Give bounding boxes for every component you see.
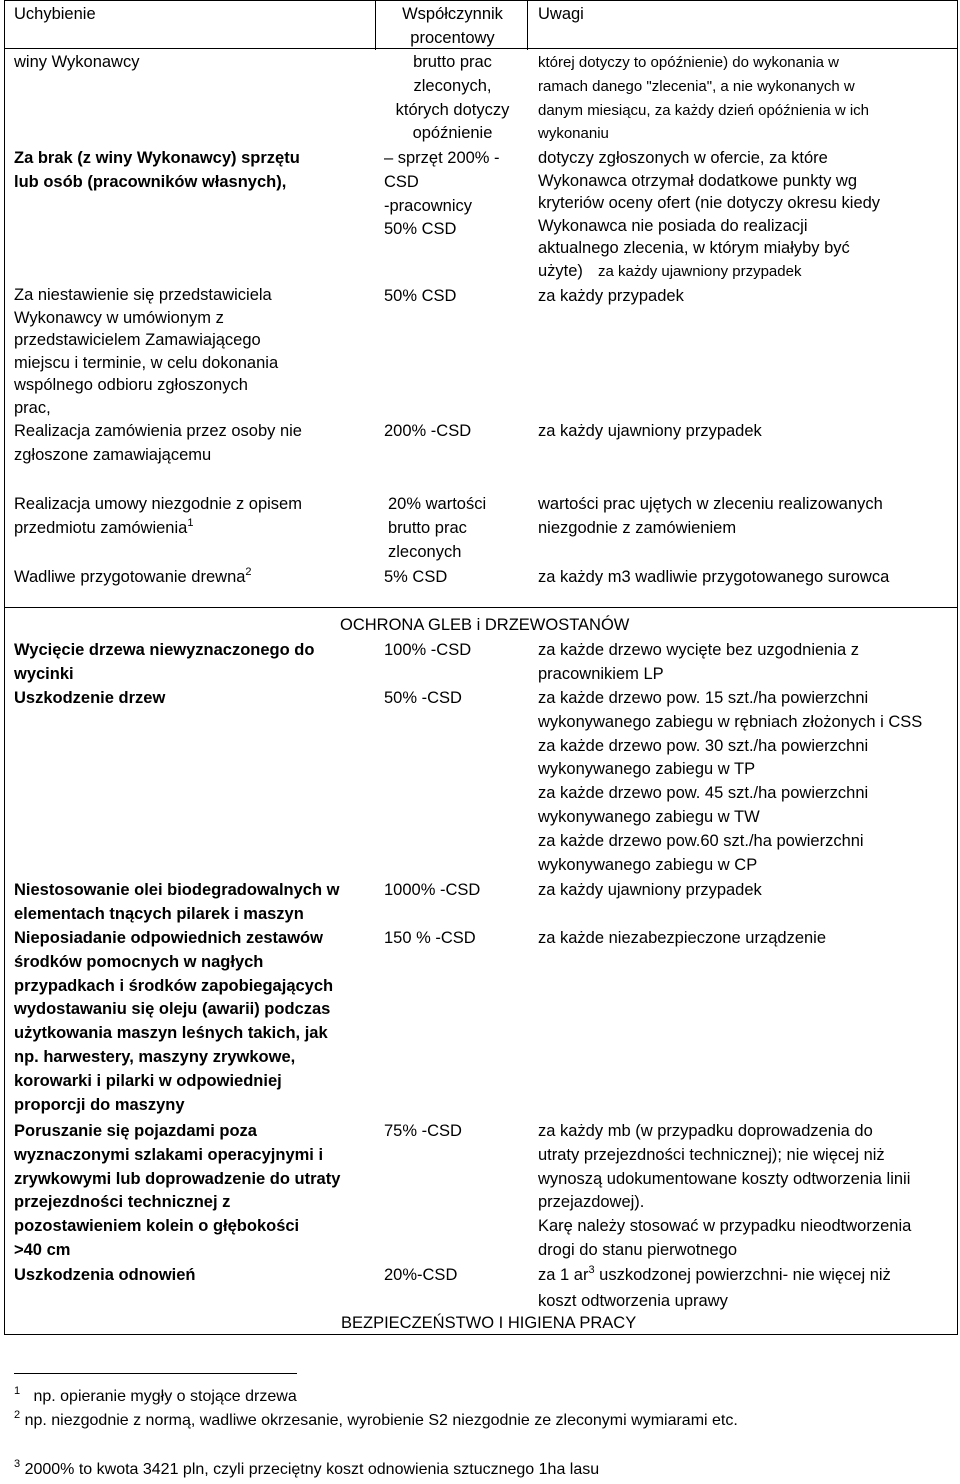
table-row-c1: Za brak (z winy Wykonawcy) sprzętu lub osób (pracowników własnych), xyxy=(14,149,300,191)
footnote-3: $^3$ 2000% to kwota 3421 pln, czyli przeciętny koszt odnowienia sztucznego 1ha lasu xyxy=(14,1458,600,1478)
table-row-c1: Wycięcie drzewa niewyznaczonego do wycinki xyxy=(14,641,315,683)
table-row-c3: za każde niezabezpieczone urządzenie xyxy=(538,929,827,947)
section-heading-ochrona: OCHRONA GLEB i DRZEWOSTANÓW xyxy=(340,616,630,634)
table-row-c2: 50% CSD xyxy=(384,287,457,305)
table-row-c3: za każdy przypadek xyxy=(538,287,684,305)
table-row-c2: 1000% -CSD xyxy=(384,881,481,899)
section-heading-bhp: BEZPIECZEŃSTWO I HIGIENA PRACY xyxy=(341,1314,637,1332)
table-row-c3: za każdy mb (w przypadku doprowadzenia do utraty przejezdności technicznej); nie więcej niż wynoszą udokumentowane koszty odtworzenia linii przejazdowej). Karę należy stosować w przypadku nieodtworzenia drogi do stanu pierwotnego xyxy=(538,1122,912,1259)
column-divider-2 xyxy=(527,0,528,50)
table-row-c2: 20% wartości brutto prac zleconych xyxy=(388,495,487,561)
table-top-border xyxy=(4,0,958,1)
section-divider xyxy=(4,607,958,608)
table-row-c1: Za niestawienie się przedstawiciela Wykonawcy w umówionym z przedstawicielem Zamawiającego miejscu i terminie, w celu dokonania wspólnego odbioru zgłoszonych prac, xyxy=(14,286,279,417)
table-row-c1: Nieposiadanie odpowiednich zestawów środków pomocnych w nagłych przypadkach i środków zapobiegających wydostawaniu się oleju (awarii) podczas użytkowania maszyn leśnych takich, jak np. harwestery, maszyny zrywkowe, korowarki i pilarki w odpowiedniej proporcji do maszyny xyxy=(14,929,334,1114)
table-row-c3-note: za każdy ujawniony przypadek xyxy=(598,263,802,280)
table-row-c2: – sprzęt 200% - CSD -pracownicy 50% CSD xyxy=(384,149,500,239)
table-row-c1: Uszkodzenie drzew xyxy=(14,689,166,707)
table-row-c1: Realizacja umowy niezgodnie z opisem przedmiotu zamówienia$^1$ xyxy=(14,495,302,537)
footnote-1: $^1$ np. opieranie mygły o stojące drzewa xyxy=(14,1385,297,1405)
table-row-c3: za każdy m3 wadliwie przygotowanego surowca xyxy=(538,568,890,586)
header-uwagi: Uwagi xyxy=(538,5,584,23)
table-row-c2: 150 % -CSD xyxy=(384,929,476,947)
table-row-c2: 200% -CSD xyxy=(384,422,472,440)
table-row-c3: której dotyczy to opóźnienie) do wykonania w ramach danego "zlecenia", a nie wykonanych w danym miesiącu, za każdy dzień opóźnienia w ich wykonaniu xyxy=(538,54,870,143)
table-row-c1: Realizacja zamówienia przez osoby nie zgłoszone zamawiającemu xyxy=(14,422,302,464)
table-row-c2: 50% -CSD xyxy=(384,689,462,707)
table-row-c2: 20%-CSD xyxy=(384,1266,458,1284)
footnote-ref-3: 3 xyxy=(588,1264,595,1276)
table-row-c3: dotyczy zgłoszonych w ofercie, za które Wykonawca otrzymał dodatkowe punkty wg kryteriów oceny ofert (nie dotyczy okresu kiedy Wykonawca nie posiada do realizacji aktualnego zlecenia, w którym miałyby być użyte) xyxy=(538,149,881,280)
table-row-c3: za 1 $ar^3$ uszkodzonej powierzchni- nie więcej niż koszt odtworzenia uprawy xyxy=(538,1264,891,1310)
table-row-c3: za każde drzewo wycięte bez uzgodnienia z pracownikiem LP xyxy=(538,641,860,683)
column-divider-1 xyxy=(375,0,376,50)
table-row-c2: 75% -CSD xyxy=(384,1122,462,1140)
footnote-ref-2: 2 xyxy=(245,566,252,578)
footnote-ref-1: 1 xyxy=(187,516,194,529)
table-row-c1: Poruszanie się pojazdami poza wyznaczonymi szlakami operacyjnymi i zrywkowymi lub doprowadzenie do utraty przejezdności technicznej z pozostawieniem kolein o głębokości >40 cm xyxy=(14,1122,341,1259)
table-row-c1: Niestosowanie olei biodegradowalnych w elementach tnących pilarek i maszyn xyxy=(14,881,340,923)
table-row-c1: Uszkodzenia odnowień xyxy=(14,1266,196,1284)
header-uchybienie: Uchybienie xyxy=(14,5,96,23)
table-row-c3: za każdy ujawniony przypadek xyxy=(538,881,762,899)
table-row-c1: Wadliwe przygotowanie drewna$^2$ xyxy=(14,566,252,586)
table-row-c3: za każde drzewo pow. 15 szt./ha powierzchni wykonywanego zabiegu w rębniach złożonych i CSS za każde drzewo pow. 30 szt./ha powierzchni wykonywanego zabiegu w TP za każde drzewo pow. 45 szt./ha powierzchni wykonywanego zabiegu w TW za każde drzewo pow.60 szt./ha powierzchni wykonywanego zabiegu w CP xyxy=(538,689,923,874)
table-row-c3: za każdy ujawniony przypadek xyxy=(538,422,762,440)
table-row-c1: winy Wykonawcy xyxy=(14,53,140,71)
header-wspolczynnik: Współczynnik procentowy xyxy=(402,5,503,47)
table-row-c2: 100% -CSD xyxy=(384,641,472,659)
table-row-c3: wartości prac ujętych w zleceniu realizowanych niezgodnie z zamówieniem xyxy=(538,495,883,537)
footnote-separator xyxy=(14,1373,297,1374)
table-row-c2: 5% CSD xyxy=(384,568,448,586)
table-row-c2: brutto prac zleconych, których dotyczy opóźnienie xyxy=(395,53,510,143)
footnote-2: $^2$ np. niezgodnie z normą, wadliwe okrzesanie, wyrobienie S2 niezgodnie ze zleconymi wymiarami etc. xyxy=(14,1409,738,1429)
